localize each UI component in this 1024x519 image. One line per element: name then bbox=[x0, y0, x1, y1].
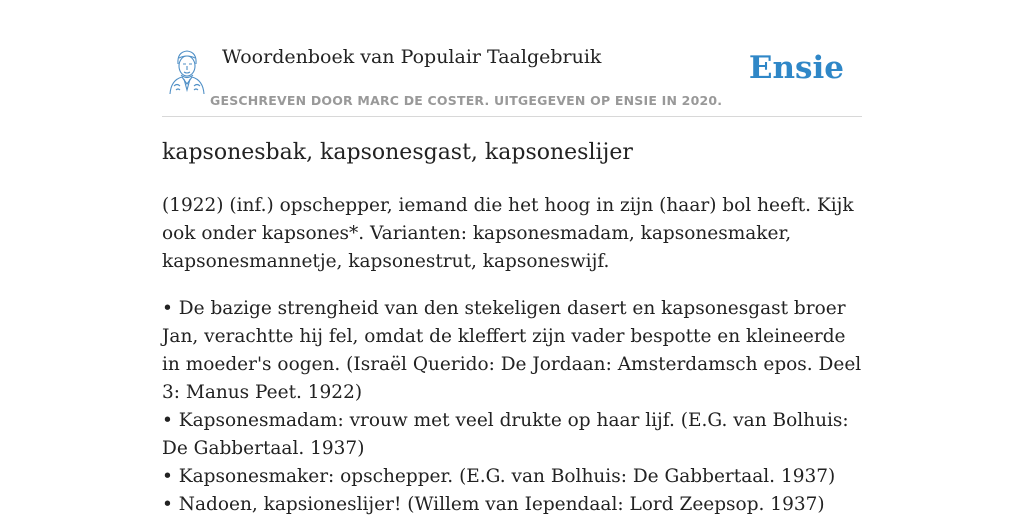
byline: GESCHREVEN DOOR MARC DE COSTER. UITGEGEVEN OP ENSIE IN 2020. bbox=[210, 93, 723, 108]
ensie-logo[interactable]: Ensie bbox=[748, 50, 844, 86]
book-title[interactable]: Woordenboek van Populair Taalgebruik bbox=[222, 46, 602, 68]
entry-definition: (1922) (inf.) opschepper, iemand die het hoog in zijn (haar) bol heeft. Kijk ook onder kapsones*. Varianten: kapsonesmadam, kapsonesmaker, kapsonesmannetje, kapsonestrut, kapsoneswijf. bbox=[162, 195, 854, 272]
example-list bbox=[162, 295, 862, 519]
author-portrait-icon bbox=[164, 46, 210, 96]
site-header bbox=[162, 40, 862, 117]
example-item: • De bazige strengheid van den stekeligen dasert en kapsonesgast broer Jan, verachtte hij fel, omdat de kleffert zijn vader bespotte en kleineerde in moeder's oogen. (Israël Querido: De Jordaan: Amsterdamsch epos. Deel 3: Manus Peet. 1922) bbox=[162, 298, 862, 403]
example-item: • Nadoen, kapsioneslijer! (Willem van Iependaal: Lord Zeepsop. 1937) bbox=[162, 494, 825, 515]
entry-title: kapsonesbak, kapsonesgast, kapsoneslijer bbox=[162, 140, 633, 165]
example-item: • Kapsonesmadam: vrouw met veel drukte op haar lijf. (E.G. van Bolhuis: De Gabbertaal. 1937) bbox=[162, 410, 849, 459]
example-item: • Kapsonesmaker: opschepper. (E.G. van Bolhuis: De Gabbertaal. 1937) bbox=[162, 466, 836, 487]
